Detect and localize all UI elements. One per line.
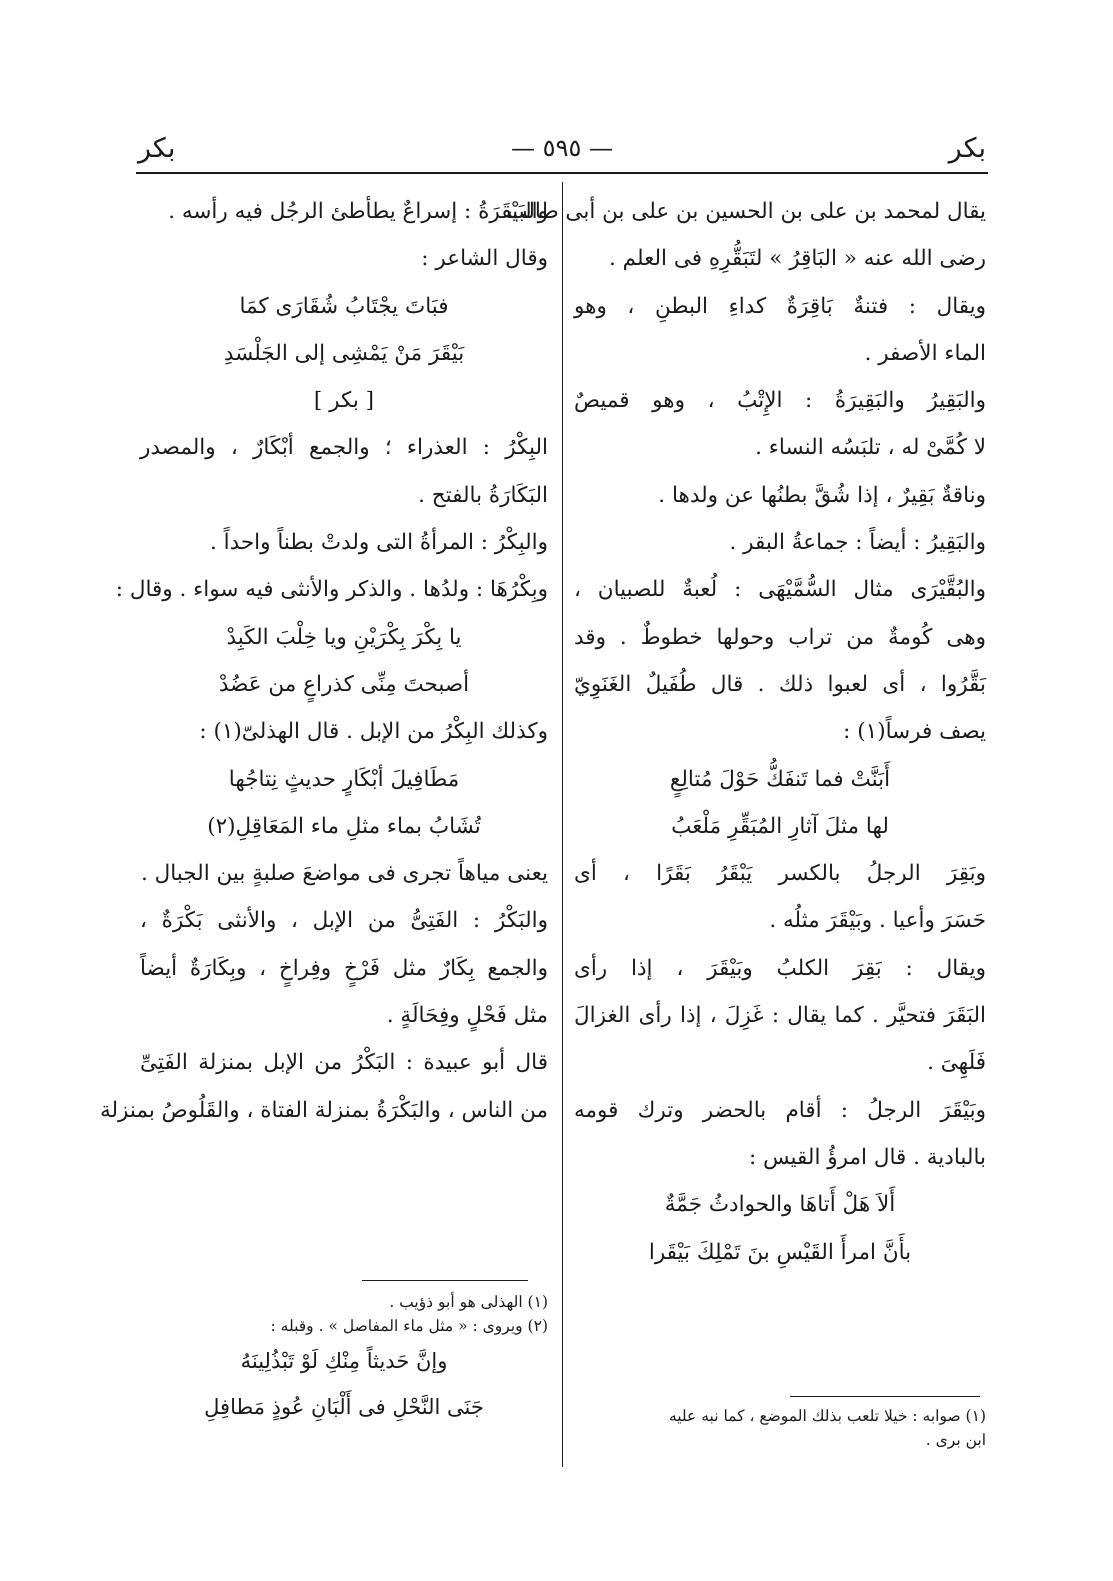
text-line: والبُقَّيْرَى مثال السُّمَّيْهَى : لُعبةٌ للصبيان ، (574, 577, 986, 603)
right-column (507, 188, 986, 1276)
text-line: من الناس ، والبَكْرَةُ بمنزلة الفتاة ، والقَلُوصُ بمنزلة (99, 1097, 548, 1123)
footnote-rule (790, 1396, 980, 1397)
header-rule (136, 172, 988, 174)
column-divider (562, 182, 563, 1467)
footnote-verse: وإنَّ حَديثاً مِنْكِ لَوْ تَبْذُلِينَهُ (240, 1349, 448, 1373)
text-line: وهى كُومةٌ من تراب وحولها خطوطٌ . وقد (574, 624, 986, 650)
footnote-line: (١) صوابه : خيلا تلعب بذلك الموضع ، كما نبه عليه (668, 1407, 986, 1425)
verse-line: تُشَابُ بماء مثلِ ماء المَعَاقِلِ(٢) (207, 813, 481, 839)
page-number: — ٥٩٥ — (511, 134, 613, 162)
text-line: يعنى مياهاً تجرى فى مواضعَ صلبةٍ بين الجبال . (140, 861, 548, 887)
text-line: والبِكْرُ : المرأةُ التى ولدتْ بطناً واحداً . (209, 530, 548, 556)
right-footnotes (574, 1404, 986, 1452)
text-line: البَكَارَةُ بالفتح . (418, 482, 548, 508)
text-line: وقال الشاعر : (421, 246, 548, 272)
text-line: وبَقِرَ الرجلُ بالكسر يَبْقَرُ بَقَرًا ، أى (574, 861, 986, 887)
text-line: الماء الأصفر . (864, 340, 986, 366)
text-line: البِكْرُ : العذراء ؛ والجمع أبْكَارٌ ، والمصدر (140, 435, 548, 461)
text-line: والجمع بِكَارٌ مثل فَرْخٍ وفِراخٍ ، وبِكَارَةٌ أيضاً (140, 955, 548, 981)
footnote-line: (١) الهذلى هو أبو ذؤيب . (389, 1293, 548, 1311)
section-heading: [ بكر ] (313, 388, 375, 414)
verse-line: مَطَافِيلَ أبْكَارٍ حديثٍ نِتاجُها (228, 766, 460, 792)
text-line: والبَقِيرُ والبَقِيرَةُ : الإِتْبُ ، وهو قميصٌ (574, 388, 986, 414)
text-line: بَقَّرُوا ، أى لعبوا ذلك . قال طُفَيلٌ الغَنَوِيّ (574, 671, 986, 697)
verse-line: أصبحتَ مِنِّى كذراعٍ من عَضُدْ (218, 671, 470, 697)
verse-line: أَلاَ هَلْ أَتاهَا والحوادثُ جَمَّةٌ (664, 1192, 896, 1218)
text-line: رضى الله عنه « البَاقِرُ » لتَبَقُّرِهِ فى العلم . (609, 246, 986, 272)
text-line: وبَيْقَرَ الرجلُ : أقام بالحضر وترك قومه (574, 1097, 986, 1123)
text-line: والبَيْقَرَةُ : إسراعٌ يطأطئ الرجُل فيه رأسه . (168, 199, 548, 224)
text-line: يصف فرساً(١) : (843, 719, 986, 745)
verse-line: لها مثلَ آثارِ المُبَقِّرِ مَلْعَبُ (671, 813, 889, 839)
text-line: قال أبو عبيدة : البَكْرُ من الإبل بمنزلة الفَتِىِّ (140, 1050, 548, 1076)
text-line: ويقال : بَقِرَ الكلبُ وبَيْقَرَ ، إذا رأى (574, 955, 986, 981)
text-line: بالبادية . قال امرؤُ القيس : (749, 1144, 986, 1170)
text-line: حَسَرَ وأعيا . وبَيْقَرَ مثلُه . (769, 908, 986, 934)
footnote-rule (362, 1280, 528, 1281)
page-header (138, 128, 986, 168)
text-line: وكذلك البِكْرُ من الإبل . قال الهذلىّ(١) : (199, 719, 548, 745)
text-line: لا كُمَّىْ له ، تلبَسُه النساء . (755, 435, 986, 461)
verse-line: فبَاتَ يجْتَابُ شُقَارَى كمَا (239, 293, 449, 319)
footnote-line: (٢) ويروى : « مثل ماء المفاصل » . وقبله : (270, 1317, 548, 1335)
verse-line: أَبَنَّتْ فما تَنفَكُّ حَوْلَ مُتالِعٍ (669, 766, 891, 792)
left-footnotes (140, 1290, 548, 1430)
verse-line: يا بِكْرَ بِكْرَيْنِ ويا خِلْبَ الكَبِدْ (226, 624, 462, 650)
text-line: وبِكْرُهَا : ولدُها . والذكر والأنثى فيه سواء . وقال : (115, 577, 548, 603)
footnote-line: ابن برى . (925, 1431, 986, 1449)
text-line: البَقَرَ فتحيَّر . كما يقال : غَزِلَ ، إذا رأى الغزالَ (574, 1003, 986, 1029)
verse-line: بأَنَّ امرأَ القَيْسِ بنَ تَمْلِكَ بَيْقَرا (648, 1239, 912, 1265)
text-line: ويقال : فتنةٌ بَاقِرَةٌ كداءِ البطنِ ، وهو (574, 293, 986, 319)
text-line: يقال لمحمد بن على بن الحسين بن على بن أبى طالب (507, 199, 986, 224)
header-right-word: بكر (948, 132, 986, 164)
left-column (99, 188, 548, 1134)
footnote-verse: جَنَى النَّحْلِ فى أَلْبَانِ عُوذٍ مَطافِلِ (204, 1395, 484, 1419)
text-line: والبَقِيرُ : أيضاً : جماعةُ البقر . (729, 530, 986, 556)
text-line: والبَكْرُ : الفَتِىُّ من الإبل ، والأنثى بَكْرَةٌ ، (140, 908, 548, 934)
text-line: مثل فَحْلٍ وفِحَالَةٍ . (386, 1003, 548, 1029)
text-line: فَلَهِىَ . (927, 1050, 986, 1076)
header-left-word: بكر (138, 132, 176, 164)
verse-line: بَيْقَرَ مَنْ يَمْشِى إلى الجَلْسَدِ (223, 340, 465, 366)
text-line: وناقةٌ بَقِيرٌ ، إذا شُقَّ بطنُها عن ولدها . (658, 482, 986, 508)
